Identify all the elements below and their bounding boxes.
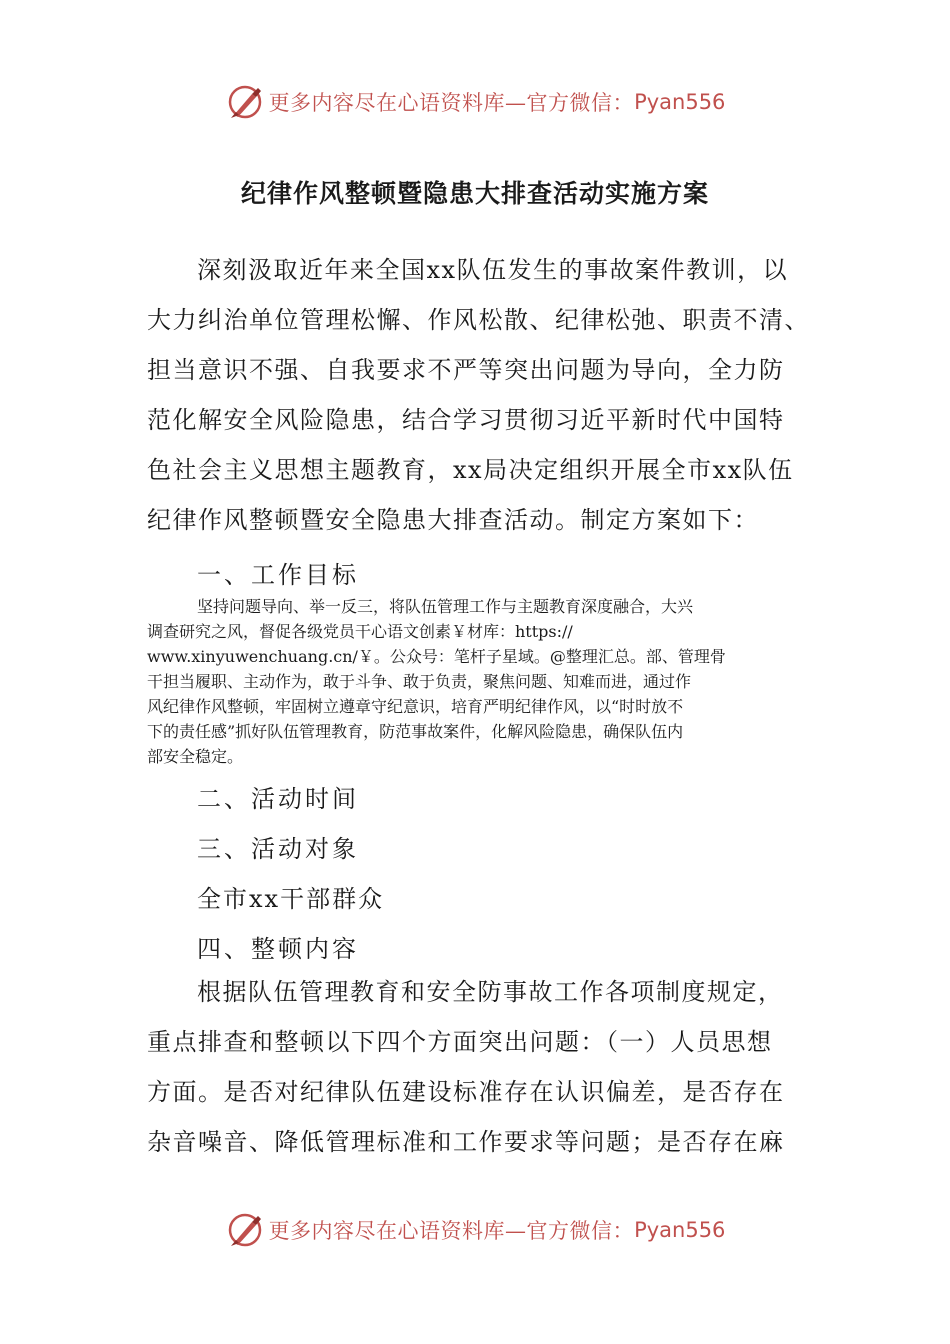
banner-text: 更多内容尽在心语资料库—官方微信： <box>268 91 635 115</box>
intro-line: 担当意识不强、自我要求不严等突出问题为导向，全力防 <box>147 356 785 384</box>
header-banner <box>0 82 950 122</box>
banner-wechat-id: Pyan556 <box>634 1218 726 1242</box>
section-heading-content: 四、整顿内容 <box>197 935 359 963</box>
content-line: 杂音噪音、降低管理标准和工作要求等问题；是否存在麻 <box>147 1128 785 1156</box>
intro-line: 纪律作风整顿暨安全隐患大排查活动。制定方案如下： <box>147 506 759 534</box>
footer-banner <box>0 1210 950 1250</box>
section-heading-target: 三、活动对象 <box>197 835 359 863</box>
goals-line: 部安全稳定。 <box>147 747 244 766</box>
banner-wechat-id: Pyan556 <box>634 90 726 114</box>
goals-line: 坚持问题导向、举一反三，将队伍管理工作与主题教育深度融合，大兴 <box>197 597 694 616</box>
intro-line: 色社会主义思想主题教育，xx局决定组织开展全市xx队伍 <box>147 456 794 484</box>
intro-line: 范化解安全风险隐患，结合学习贯彻习近平新时代中国特 <box>147 406 785 434</box>
goals-line: 干担当履职、主动作为，敢于斗争、敢于负责，聚焦问题、知难而进，通过作 <box>147 672 692 691</box>
content-line: 重点排查和整顿以下四个方面突出问题：（一）人员思想 <box>147 1028 773 1056</box>
pen-nib-logo-icon <box>225 1210 265 1250</box>
section-heading-goals: 一、工作目标 <box>197 561 359 589</box>
section-heading-time: 二、活动时间 <box>197 785 359 813</box>
content-paragraph <box>147 967 807 1167</box>
intro-line: 大力纠治单位管理松懈、作风松散、纪律松弛、职责不清、 <box>147 306 810 334</box>
goals-line: 下的责任感”抓好队伍管理教育，防范事故案件，化解风险隐患，确保队伍内 <box>147 722 684 741</box>
pen-nib-logo-icon <box>225 82 265 122</box>
content-line: 方面。是否对纪律队伍建设标准存在认识偏差，是否存在 <box>147 1078 785 1106</box>
intro-line: 深刻汲取近年来全国xx队伍发生的事故案件教训，以 <box>197 256 789 284</box>
target-content: 全市xx干部群众 <box>197 885 385 913</box>
intro-paragraph <box>147 245 810 545</box>
goals-line: 调查研究之风，督促各级党员干心语文创素￥材库：https:// <box>147 622 573 641</box>
document-title: 纪律作风整顿暨隐患大排查活动实施方案 <box>240 179 709 208</box>
banner-text: 更多内容尽在心语资料库—官方微信： <box>268 1219 635 1243</box>
content-line: 根据队伍管理教育和安全防事故工作各项制度规定， <box>197 978 784 1006</box>
goals-line: 风纪律作风整顿，牢固树立遵章守纪意识，培育严明纪律作风，以“时时放不 <box>147 697 684 716</box>
goals-paragraph <box>147 594 807 769</box>
goals-line: www.xinyuwenchuang.cn/￥。公众号：笔杆子星域。@整理汇总。部、管理骨 <box>147 647 726 666</box>
